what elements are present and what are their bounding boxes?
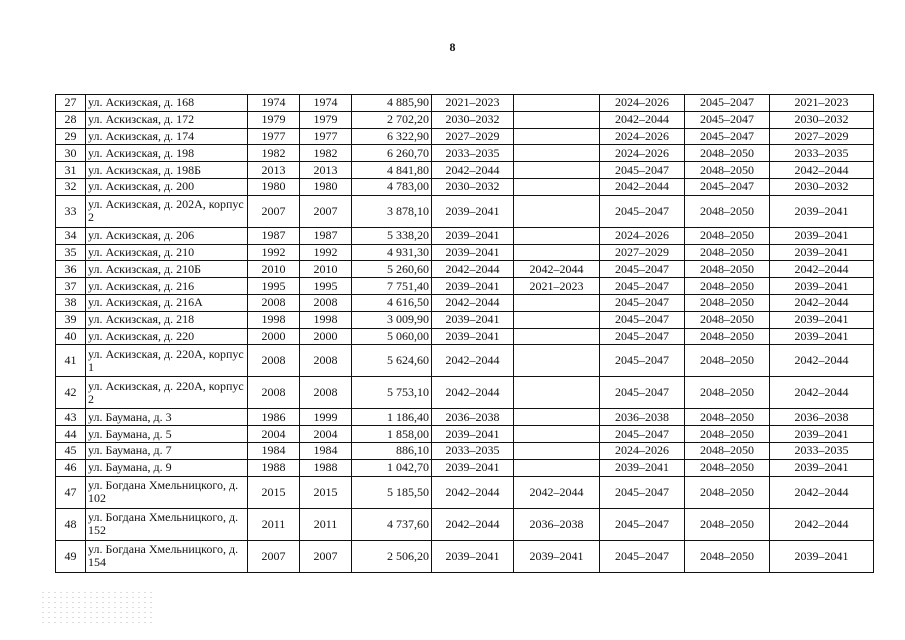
area-cell: 3 009,90 bbox=[352, 311, 432, 328]
period-cell-2: 2042–2044 bbox=[514, 476, 600, 508]
period-cell-5: 2042–2044 bbox=[770, 162, 874, 179]
row-number-cell: 37 bbox=[56, 278, 86, 295]
year-built-cell: 1984 bbox=[248, 442, 300, 459]
address-cell: ул. Аскизская, д. 198 bbox=[86, 145, 248, 162]
period-cell-1: 2042–2044 bbox=[432, 508, 514, 540]
period-cell-1: 2030–2032 bbox=[432, 111, 514, 128]
period-cell-3: 2045–2047 bbox=[600, 377, 685, 409]
year-commissioned-cell: 1979 bbox=[300, 111, 352, 128]
area-cell: 886,10 bbox=[352, 442, 432, 459]
period-cell-4: 2048–2050 bbox=[685, 145, 770, 162]
year-commissioned-cell: 2010 bbox=[300, 261, 352, 278]
year-built-cell: 1979 bbox=[248, 111, 300, 128]
period-cell-3: 2045–2047 bbox=[600, 294, 685, 311]
year-commissioned-cell: 1982 bbox=[300, 145, 352, 162]
year-commissioned-cell: 2000 bbox=[300, 328, 352, 345]
period-cell-4: 2048–2050 bbox=[685, 294, 770, 311]
period-cell-5: 2039–2041 bbox=[770, 278, 874, 295]
period-cell-4: 2048–2050 bbox=[685, 540, 770, 572]
period-cell-2 bbox=[514, 426, 600, 443]
year-commissioned-cell: 1992 bbox=[300, 244, 352, 261]
period-cell-1: 2039–2041 bbox=[432, 540, 514, 572]
table-row bbox=[56, 442, 874, 459]
address-cell: ул. Аскизская, д. 202А, корпус 2 bbox=[86, 195, 248, 227]
period-cell-4: 2048–2050 bbox=[685, 442, 770, 459]
period-cell-1: 2042–2044 bbox=[432, 345, 514, 377]
period-cell-2 bbox=[514, 311, 600, 328]
year-commissioned-cell: 1987 bbox=[300, 227, 352, 244]
year-built-cell: 1982 bbox=[248, 145, 300, 162]
period-cell-5: 2033–2035 bbox=[770, 442, 874, 459]
period-cell-5: 2021–2023 bbox=[770, 95, 874, 112]
row-number-cell: 38 bbox=[56, 294, 86, 311]
table-row bbox=[56, 426, 874, 443]
year-built-cell: 1977 bbox=[248, 128, 300, 145]
period-cell-3: 2027–2029 bbox=[600, 244, 685, 261]
table-row bbox=[56, 476, 874, 508]
row-number-cell: 40 bbox=[56, 328, 86, 345]
year-built-cell: 1974 bbox=[248, 95, 300, 112]
row-number-cell: 36 bbox=[56, 261, 86, 278]
period-cell-1: 2039–2041 bbox=[432, 328, 514, 345]
row-number-cell: 48 bbox=[56, 508, 86, 540]
period-cell-5: 2039–2041 bbox=[770, 540, 874, 572]
period-cell-2 bbox=[514, 328, 600, 345]
year-commissioned-cell: 1988 bbox=[300, 459, 352, 476]
period-cell-3: 2045–2047 bbox=[600, 345, 685, 377]
address-cell: ул. Аскизская, д. 172 bbox=[86, 111, 248, 128]
address-cell: ул. Баумана, д. 9 bbox=[86, 459, 248, 476]
year-built-cell: 2008 bbox=[248, 345, 300, 377]
year-commissioned-cell: 1998 bbox=[300, 311, 352, 328]
period-cell-1: 2039–2041 bbox=[432, 278, 514, 295]
period-cell-3: 2045–2047 bbox=[600, 540, 685, 572]
address-cell: ул. Аскизская, д. 218 bbox=[86, 311, 248, 328]
table-row bbox=[56, 178, 874, 195]
period-cell-1: 2027–2029 bbox=[432, 128, 514, 145]
area-cell: 5 624,60 bbox=[352, 345, 432, 377]
row-number-cell: 42 bbox=[56, 377, 86, 409]
address-cell: ул. Аскизская, д. 210Б bbox=[86, 261, 248, 278]
area-cell: 6 322,90 bbox=[352, 128, 432, 145]
year-built-cell: 2010 bbox=[248, 261, 300, 278]
table-row bbox=[56, 540, 874, 572]
row-number-cell: 41 bbox=[56, 345, 86, 377]
area-cell: 5 060,00 bbox=[352, 328, 432, 345]
row-number-cell: 46 bbox=[56, 459, 86, 476]
period-cell-3: 2045–2047 bbox=[600, 311, 685, 328]
table-row bbox=[56, 508, 874, 540]
year-built-cell: 1987 bbox=[248, 227, 300, 244]
area-cell: 1 042,70 bbox=[352, 459, 432, 476]
area-cell: 7 751,40 bbox=[352, 278, 432, 295]
table-row bbox=[56, 328, 874, 345]
year-built-cell: 2007 bbox=[248, 540, 300, 572]
period-cell-4: 2048–2050 bbox=[685, 162, 770, 179]
address-cell: ул. Аскизская, д. 200 bbox=[86, 178, 248, 195]
row-number-cell: 49 bbox=[56, 540, 86, 572]
period-cell-2 bbox=[514, 162, 600, 179]
table-row bbox=[56, 227, 874, 244]
period-cell-5: 2039–2041 bbox=[770, 311, 874, 328]
period-cell-4: 2048–2050 bbox=[685, 426, 770, 443]
period-cell-3: 2024–2026 bbox=[600, 227, 685, 244]
period-cell-5: 2039–2041 bbox=[770, 426, 874, 443]
row-number-cell: 47 bbox=[56, 476, 86, 508]
year-commissioned-cell: 1995 bbox=[300, 278, 352, 295]
area-cell: 2 702,20 bbox=[352, 111, 432, 128]
period-cell-5: 2039–2041 bbox=[770, 195, 874, 227]
period-cell-4: 2048–2050 bbox=[685, 328, 770, 345]
table-row bbox=[56, 278, 874, 295]
period-cell-2 bbox=[514, 128, 600, 145]
period-cell-1: 2039–2041 bbox=[432, 426, 514, 443]
table-row bbox=[56, 294, 874, 311]
period-cell-4: 2048–2050 bbox=[685, 261, 770, 278]
housing-register-table bbox=[55, 94, 874, 573]
period-cell-3: 2036–2038 bbox=[600, 409, 685, 426]
address-cell: ул. Аскизская, д. 216 bbox=[86, 278, 248, 295]
area-cell: 4 737,60 bbox=[352, 508, 432, 540]
area-cell: 5 185,50 bbox=[352, 476, 432, 508]
period-cell-5: 2033–2035 bbox=[770, 145, 874, 162]
table-row bbox=[56, 261, 874, 278]
period-cell-2 bbox=[514, 145, 600, 162]
address-cell: ул. Аскизская, д. 198Б bbox=[86, 162, 248, 179]
period-cell-1: 2042–2044 bbox=[432, 476, 514, 508]
period-cell-3: 2045–2047 bbox=[600, 162, 685, 179]
period-cell-1: 2033–2035 bbox=[432, 442, 514, 459]
period-cell-1: 2039–2041 bbox=[432, 227, 514, 244]
period-cell-5: 2030–2032 bbox=[770, 178, 874, 195]
period-cell-4: 2048–2050 bbox=[685, 476, 770, 508]
period-cell-2: 2039–2041 bbox=[514, 540, 600, 572]
period-cell-5: 2039–2041 bbox=[770, 244, 874, 261]
period-cell-4: 2045–2047 bbox=[685, 178, 770, 195]
row-number-cell: 30 bbox=[56, 145, 86, 162]
period-cell-4: 2045–2047 bbox=[685, 95, 770, 112]
year-commissioned-cell: 2013 bbox=[300, 162, 352, 179]
period-cell-3: 2024–2026 bbox=[600, 95, 685, 112]
year-commissioned-cell: 2007 bbox=[300, 540, 352, 572]
period-cell-2: 2036–2038 bbox=[514, 508, 600, 540]
year-commissioned-cell: 2007 bbox=[300, 195, 352, 227]
table-row bbox=[56, 377, 874, 409]
table-row bbox=[56, 145, 874, 162]
period-cell-1: 2042–2044 bbox=[432, 294, 514, 311]
period-cell-4: 2048–2050 bbox=[685, 227, 770, 244]
address-cell: ул. Аскизская, д. 206 bbox=[86, 227, 248, 244]
scan-artifact bbox=[40, 590, 152, 624]
period-cell-1: 2042–2044 bbox=[432, 377, 514, 409]
row-number-cell: 39 bbox=[56, 311, 86, 328]
period-cell-3: 2045–2047 bbox=[600, 426, 685, 443]
row-number-cell: 29 bbox=[56, 128, 86, 145]
period-cell-2 bbox=[514, 195, 600, 227]
period-cell-5: 2042–2044 bbox=[770, 294, 874, 311]
period-cell-4: 2048–2050 bbox=[685, 508, 770, 540]
year-commissioned-cell: 1974 bbox=[300, 95, 352, 112]
period-cell-1: 2036–2038 bbox=[432, 409, 514, 426]
period-cell-1: 2039–2041 bbox=[432, 311, 514, 328]
period-cell-2 bbox=[514, 294, 600, 311]
year-built-cell: 1988 bbox=[248, 459, 300, 476]
area-cell: 5 338,20 bbox=[352, 227, 432, 244]
year-built-cell: 2008 bbox=[248, 377, 300, 409]
period-cell-4: 2048–2050 bbox=[685, 459, 770, 476]
period-cell-4: 2045–2047 bbox=[685, 128, 770, 145]
table-row bbox=[56, 95, 874, 112]
period-cell-5: 2042–2044 bbox=[770, 345, 874, 377]
address-cell: ул. Баумана, д. 7 bbox=[86, 442, 248, 459]
year-commissioned-cell: 1984 bbox=[300, 442, 352, 459]
period-cell-3: 2045–2047 bbox=[600, 328, 685, 345]
page-number: 8 bbox=[449, 40, 456, 54]
period-cell-1: 2042–2044 bbox=[432, 162, 514, 179]
period-cell-5: 2042–2044 bbox=[770, 508, 874, 540]
period-cell-4: 2048–2050 bbox=[685, 195, 770, 227]
row-number-cell: 27 bbox=[56, 95, 86, 112]
period-cell-1: 2039–2041 bbox=[432, 459, 514, 476]
year-built-cell: 1998 bbox=[248, 311, 300, 328]
area-cell: 1 858,00 bbox=[352, 426, 432, 443]
period-cell-2 bbox=[514, 409, 600, 426]
year-commissioned-cell: 1980 bbox=[300, 178, 352, 195]
address-cell: ул. Аскизская, д. 168 bbox=[86, 95, 248, 112]
period-cell-3: 2045–2047 bbox=[600, 278, 685, 295]
period-cell-2: 2042–2044 bbox=[514, 261, 600, 278]
area-cell: 6 260,70 bbox=[352, 145, 432, 162]
period-cell-2 bbox=[514, 442, 600, 459]
address-cell: ул. Аскизская, д. 174 bbox=[86, 128, 248, 145]
period-cell-1: 2030–2032 bbox=[432, 178, 514, 195]
period-cell-2: 2021–2023 bbox=[514, 278, 600, 295]
period-cell-4: 2048–2050 bbox=[685, 278, 770, 295]
address-cell: ул. Аскизская, д. 210 bbox=[86, 244, 248, 261]
period-cell-3: 2024–2026 bbox=[600, 145, 685, 162]
year-built-cell: 2000 bbox=[248, 328, 300, 345]
year-built-cell: 2004 bbox=[248, 426, 300, 443]
area-cell: 5 260,60 bbox=[352, 261, 432, 278]
address-cell: ул. Баумана, д. 5 bbox=[86, 426, 248, 443]
period-cell-5: 2027–2029 bbox=[770, 128, 874, 145]
period-cell-3: 2045–2047 bbox=[600, 261, 685, 278]
address-cell: ул. Аскизская, д. 220 bbox=[86, 328, 248, 345]
period-cell-3: 2042–2044 bbox=[600, 178, 685, 195]
period-cell-2 bbox=[514, 178, 600, 195]
address-cell: ул. Баумана, д. 3 bbox=[86, 409, 248, 426]
row-number-cell: 45 bbox=[56, 442, 86, 459]
year-commissioned-cell: 2008 bbox=[300, 294, 352, 311]
period-cell-2 bbox=[514, 345, 600, 377]
period-cell-4: 2048–2050 bbox=[685, 244, 770, 261]
year-commissioned-cell: 2008 bbox=[300, 345, 352, 377]
year-built-cell: 1986 bbox=[248, 409, 300, 426]
period-cell-4: 2048–2050 bbox=[685, 409, 770, 426]
row-number-cell: 44 bbox=[56, 426, 86, 443]
table-row bbox=[56, 111, 874, 128]
area-cell: 4 783,00 bbox=[352, 178, 432, 195]
table-row bbox=[56, 311, 874, 328]
row-number-cell: 28 bbox=[56, 111, 86, 128]
year-commissioned-cell: 1977 bbox=[300, 128, 352, 145]
period-cell-5: 2042–2044 bbox=[770, 261, 874, 278]
address-cell: ул. Аскизская, д. 220А, корпус 2 bbox=[86, 377, 248, 409]
period-cell-1: 2042–2044 bbox=[432, 261, 514, 278]
period-cell-4: 2048–2050 bbox=[685, 377, 770, 409]
period-cell-1: 2039–2041 bbox=[432, 195, 514, 227]
period-cell-3: 2045–2047 bbox=[600, 195, 685, 227]
row-number-cell: 35 bbox=[56, 244, 86, 261]
row-number-cell: 43 bbox=[56, 409, 86, 426]
period-cell-5: 2039–2041 bbox=[770, 227, 874, 244]
period-cell-1: 2039–2041 bbox=[432, 244, 514, 261]
period-cell-1: 2021–2023 bbox=[432, 95, 514, 112]
table-row bbox=[56, 195, 874, 227]
area-cell: 4 885,90 bbox=[352, 95, 432, 112]
period-cell-4: 2048–2050 bbox=[685, 311, 770, 328]
period-cell-3: 2045–2047 bbox=[600, 508, 685, 540]
period-cell-5: 2039–2041 bbox=[770, 459, 874, 476]
period-cell-4: 2048–2050 bbox=[685, 345, 770, 377]
address-cell: ул. Богдана Хмельницкого, д. 102 bbox=[86, 476, 248, 508]
period-cell-2 bbox=[514, 227, 600, 244]
period-cell-2 bbox=[514, 244, 600, 261]
year-built-cell: 1980 bbox=[248, 178, 300, 195]
address-cell: ул. Богдана Хмельницкого, д. 154 bbox=[86, 540, 248, 572]
year-built-cell: 2011 bbox=[248, 508, 300, 540]
table-row bbox=[56, 459, 874, 476]
row-number-cell: 34 bbox=[56, 227, 86, 244]
year-built-cell: 2013 bbox=[248, 162, 300, 179]
year-commissioned-cell: 2015 bbox=[300, 476, 352, 508]
area-cell: 3 878,10 bbox=[352, 195, 432, 227]
table-body bbox=[56, 95, 874, 573]
table-row bbox=[56, 244, 874, 261]
area-cell: 4 841,80 bbox=[352, 162, 432, 179]
period-cell-3: 2024–2026 bbox=[600, 442, 685, 459]
period-cell-3: 2045–2047 bbox=[600, 476, 685, 508]
period-cell-1: 2033–2035 bbox=[432, 145, 514, 162]
period-cell-3: 2039–2041 bbox=[600, 459, 685, 476]
row-number-cell: 33 bbox=[56, 195, 86, 227]
address-cell: ул. Богдана Хмельницкого, д. 152 bbox=[86, 508, 248, 540]
period-cell-2 bbox=[514, 95, 600, 112]
period-cell-5: 2042–2044 bbox=[770, 377, 874, 409]
year-built-cell: 1992 bbox=[248, 244, 300, 261]
table-row bbox=[56, 409, 874, 426]
area-cell: 2 506,20 bbox=[352, 540, 432, 572]
area-cell: 4 931,30 bbox=[352, 244, 432, 261]
period-cell-2 bbox=[514, 459, 600, 476]
address-cell: ул. Аскизская, д. 216А bbox=[86, 294, 248, 311]
year-built-cell: 2015 bbox=[248, 476, 300, 508]
period-cell-3: 2024–2026 bbox=[600, 128, 685, 145]
year-commissioned-cell: 2008 bbox=[300, 377, 352, 409]
area-cell: 5 753,10 bbox=[352, 377, 432, 409]
table-row bbox=[56, 128, 874, 145]
year-built-cell: 1995 bbox=[248, 278, 300, 295]
period-cell-2 bbox=[514, 111, 600, 128]
table-row bbox=[56, 162, 874, 179]
period-cell-2 bbox=[514, 377, 600, 409]
period-cell-4: 2045–2047 bbox=[685, 111, 770, 128]
period-cell-5: 2042–2044 bbox=[770, 476, 874, 508]
table-row bbox=[56, 345, 874, 377]
year-commissioned-cell: 1999 bbox=[300, 409, 352, 426]
year-built-cell: 2008 bbox=[248, 294, 300, 311]
period-cell-3: 2042–2044 bbox=[600, 111, 685, 128]
area-cell: 4 616,50 bbox=[352, 294, 432, 311]
row-number-cell: 32 bbox=[56, 178, 86, 195]
year-built-cell: 2007 bbox=[248, 195, 300, 227]
row-number-cell: 31 bbox=[56, 162, 86, 179]
year-commissioned-cell: 2011 bbox=[300, 508, 352, 540]
period-cell-5: 2036–2038 bbox=[770, 409, 874, 426]
year-commissioned-cell: 2004 bbox=[300, 426, 352, 443]
period-cell-5: 2039–2041 bbox=[770, 328, 874, 345]
period-cell-5: 2030–2032 bbox=[770, 111, 874, 128]
address-cell: ул. Аскизская, д. 220А, корпус 1 bbox=[86, 345, 248, 377]
area-cell: 1 186,40 bbox=[352, 409, 432, 426]
